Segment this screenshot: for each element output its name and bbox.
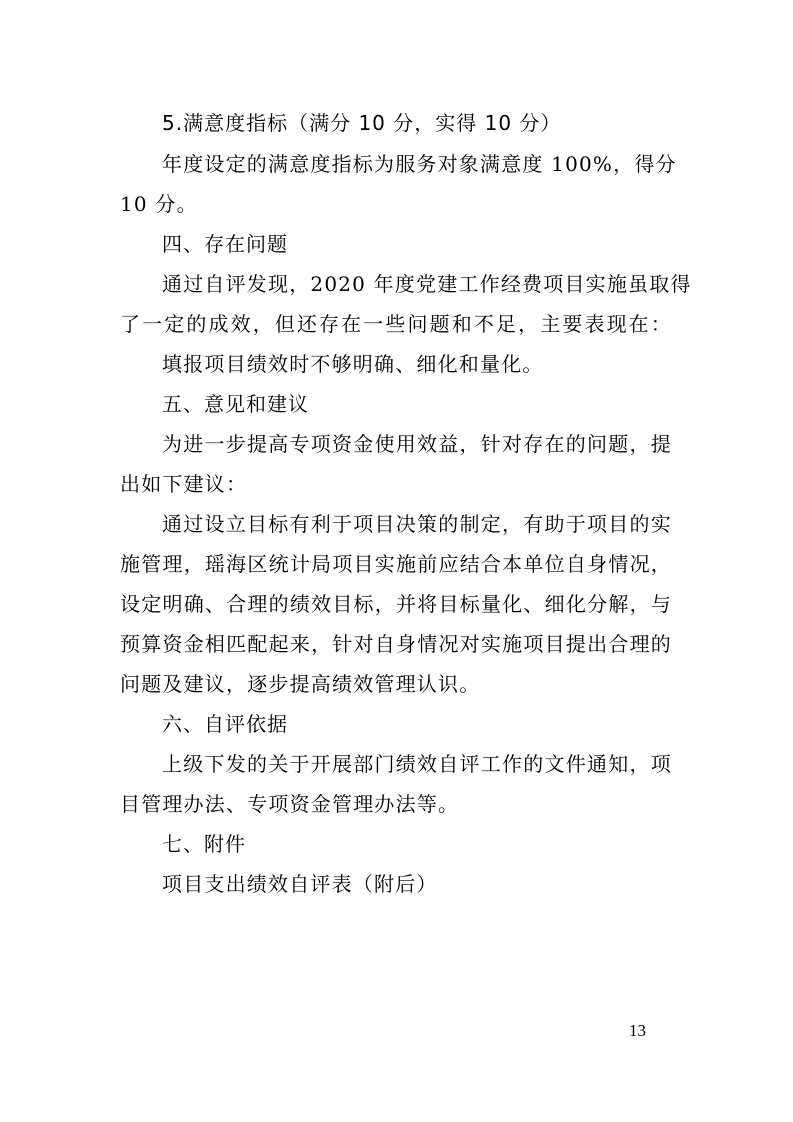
satisfaction-indicator-heading: 5.满意度指标（满分 10 分，实得 10 分） [162,111,562,135]
paragraph-line: 年度设定的满意度指标为服务对象满意度 100%，得分 [162,152,677,176]
paragraph-line: 为进一步提高专项资金使用效益，针对存在的问题，提 [162,432,672,456]
section-heading-basis: 六、自评依据 [162,712,288,736]
section-heading-problems: 四、存在问题 [162,232,288,256]
paragraph-line: 上级下发的关于开展部门绩效自评工作的文件通知，项 [162,752,672,776]
paragraph-line: 出如下建议： [120,472,248,496]
paragraph-line: 了一定的成效，但还存在一些问题和不足，主要表现在： [120,312,672,336]
paragraph-line: 设定明确、合理的绩效目标，并将目标量化、细化分解，与 [120,592,672,616]
paragraph-line: 填报项目绩效时不够明确、细化和量化。 [162,352,544,376]
paragraph-line: 施管理，瑶海区统计局项目实施前应结合本单位自身情况， [120,552,672,576]
paragraph-line: 通过设立目标有利于项目决策的制定，有助于项目的实 [162,512,672,536]
paragraph-line: 问题及建议，逐步提高绩效管理认识。 [120,672,481,696]
paragraph-line: 项目支出绩效自评表（附后） [162,872,438,896]
paragraph-line: 目管理办法、专项资金管理办法等。 [120,792,460,816]
section-heading-suggestions: 五、意见和建议 [162,392,309,416]
section-heading-attachments: 七、附件 [162,832,246,856]
paragraph-line: 10 分。 [120,192,198,216]
page-number: 13 [629,1021,646,1040]
paragraph-line: 通过自评发现，2020 年度党建工作经费项目实施虽取得 [162,272,692,296]
paragraph-line: 预算资金相匹配起来，针对自身情况对实施项目提出合理的 [120,632,672,656]
